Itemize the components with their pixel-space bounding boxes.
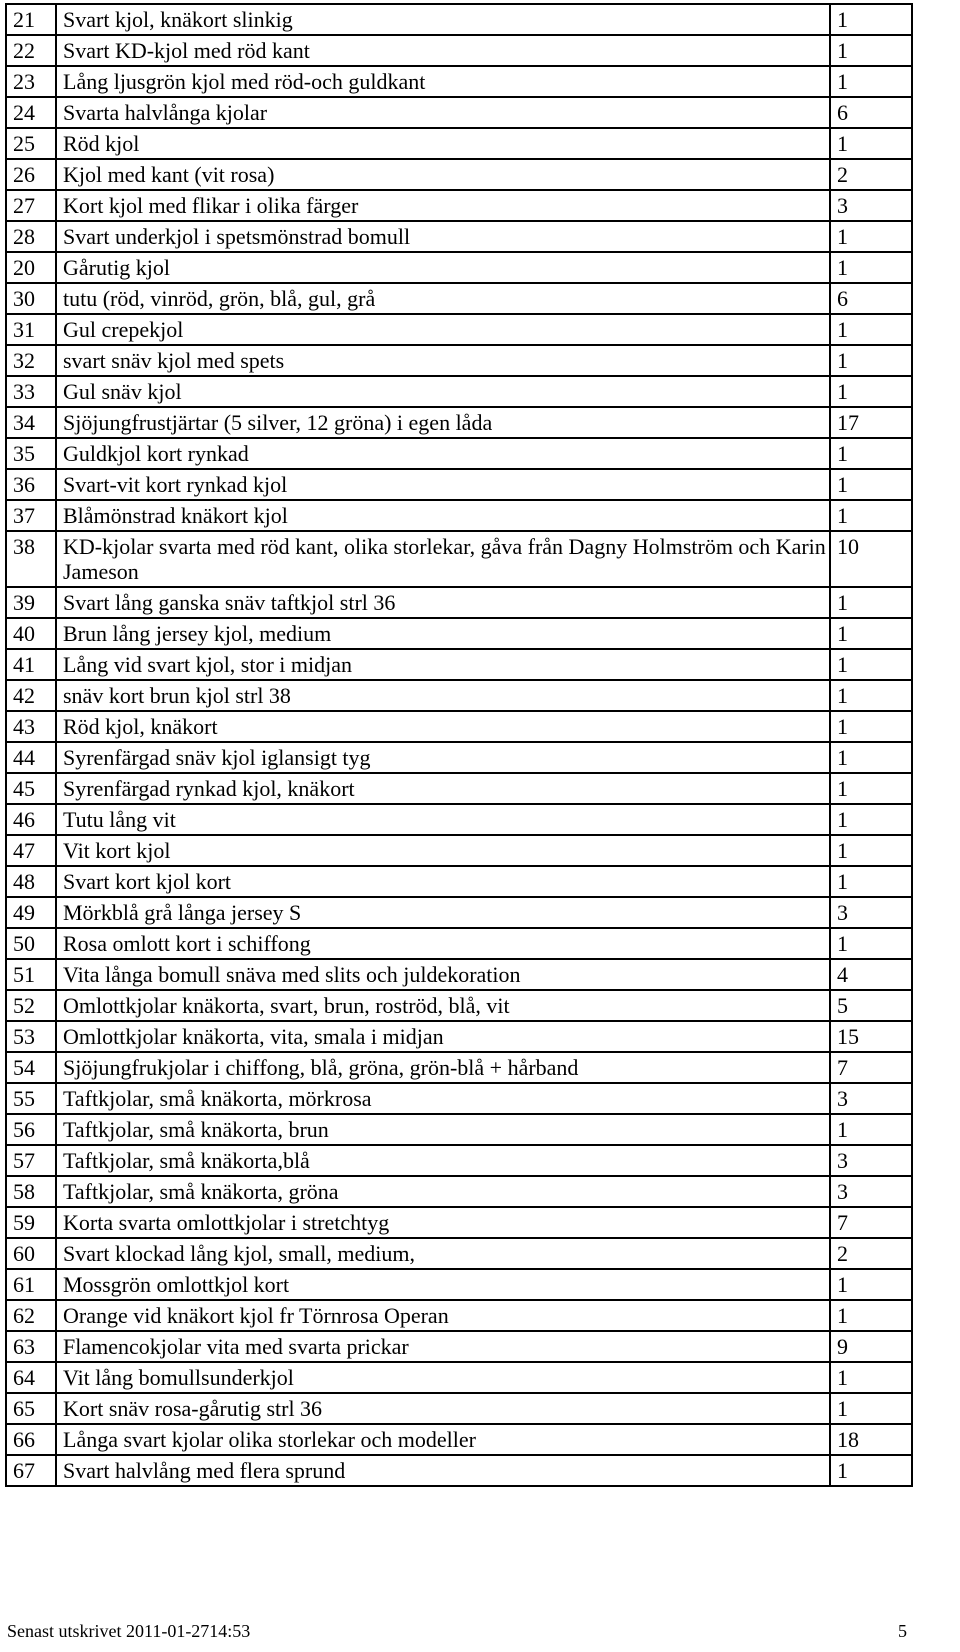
item-description-cell: Rosa omlott kort i schiffong — [56, 928, 830, 959]
item-number-cell: 39 — [6, 587, 56, 618]
item-number-cell: 41 — [6, 649, 56, 680]
item-quantity-cell: 1 — [830, 804, 912, 835]
item-description-cell: Taftkjolar, små knäkorta, gröna — [56, 1176, 830, 1207]
inventory-table-body — [6, 4, 912, 1486]
item-quantity-cell: 1 — [830, 252, 912, 283]
item-quantity-cell: 1 — [830, 1455, 912, 1486]
item-description-cell: Långa svart kjolar olika storlekar och modeller — [56, 1424, 830, 1455]
table-row — [6, 1300, 912, 1331]
item-description-cell: Brun lång jersey kjol, medium — [56, 618, 830, 649]
table-row — [6, 500, 912, 531]
item-description-cell: Gårutig kjol — [56, 252, 830, 283]
item-description-cell: Lång vid svart kjol, stor i midjan — [56, 649, 830, 680]
table-row — [6, 66, 912, 97]
table-row — [6, 190, 912, 221]
item-quantity-cell: 1 — [830, 314, 912, 345]
item-quantity-cell: 1 — [830, 1362, 912, 1393]
item-quantity-cell: 1 — [830, 587, 912, 618]
item-number-cell: 34 — [6, 407, 56, 438]
item-number-cell: 51 — [6, 959, 56, 990]
item-number-cell: 53 — [6, 1021, 56, 1052]
item-number-cell: 30 — [6, 283, 56, 314]
item-description-cell: Blåmönstrad knäkort kjol — [56, 500, 830, 531]
item-quantity-cell: 15 — [830, 1021, 912, 1052]
table-row — [6, 531, 912, 587]
table-row — [6, 835, 912, 866]
table-row — [6, 314, 912, 345]
item-description-cell: Svart klockad lång kjol, small, medium, — [56, 1238, 830, 1269]
item-quantity-cell: 10 — [830, 531, 912, 587]
item-description-cell: Kort kjol med flikar i olika färger — [56, 190, 830, 221]
item-quantity-cell: 3 — [830, 1176, 912, 1207]
table-row — [6, 1362, 912, 1393]
item-description-cell: Syrenfärgad rynkad kjol, knäkort — [56, 773, 830, 804]
item-description-cell: Svart halvlång med flera sprund — [56, 1455, 830, 1486]
item-description-cell: Svart-vit kort rynkad kjol — [56, 469, 830, 500]
item-quantity-cell: 3 — [830, 1145, 912, 1176]
item-number-cell: 49 — [6, 897, 56, 928]
item-quantity-cell: 4 — [830, 959, 912, 990]
table-row — [6, 4, 912, 35]
table-row — [6, 587, 912, 618]
item-number-cell: 57 — [6, 1145, 56, 1176]
item-description-cell: svart snäv kjol med spets — [56, 345, 830, 376]
item-quantity-cell: 1 — [830, 66, 912, 97]
inventory-table — [5, 3, 913, 1487]
item-quantity-cell: 7 — [830, 1052, 912, 1083]
item-description-cell: Omlottkjolar knäkorta, svart, brun, roströd, blå, vit — [56, 990, 830, 1021]
item-description-cell: Vit lång bomullsunderkjol — [56, 1362, 830, 1393]
item-number-cell: 66 — [6, 1424, 56, 1455]
item-number-cell: 26 — [6, 159, 56, 190]
item-description-cell: Gul snäv kjol — [56, 376, 830, 407]
item-quantity-cell: 1 — [830, 711, 912, 742]
table-row — [6, 469, 912, 500]
item-quantity-cell: 3 — [830, 190, 912, 221]
item-number-cell: 40 — [6, 618, 56, 649]
item-description-cell: Röd kjol, knäkort — [56, 711, 830, 742]
item-number-cell: 27 — [6, 190, 56, 221]
item-description-cell: Taftkjolar, små knäkorta,blå — [56, 1145, 830, 1176]
item-quantity-cell: 1 — [830, 500, 912, 531]
item-quantity-cell: 6 — [830, 97, 912, 128]
item-quantity-cell: 1 — [830, 742, 912, 773]
item-description-cell: Lång ljusgrön kjol med röd-och guldkant — [56, 66, 830, 97]
item-number-cell: 67 — [6, 1455, 56, 1486]
item-description-cell: Mossgrön omlottkjol kort — [56, 1269, 830, 1300]
item-number-cell: 43 — [6, 711, 56, 742]
item-number-cell: 62 — [6, 1300, 56, 1331]
item-description-cell: Sjöjungfrustjärtar (5 silver, 12 gröna) i egen låda — [56, 407, 830, 438]
item-quantity-cell: 9 — [830, 1331, 912, 1362]
table-row — [6, 221, 912, 252]
item-number-cell: 55 — [6, 1083, 56, 1114]
table-row — [6, 866, 912, 897]
item-description-cell: Svarta halvlånga kjolar — [56, 97, 830, 128]
item-number-cell: 59 — [6, 1207, 56, 1238]
table-row — [6, 407, 912, 438]
table-row — [6, 649, 912, 680]
item-quantity-cell: 1 — [830, 928, 912, 959]
item-number-cell: 36 — [6, 469, 56, 500]
item-quantity-cell: 1 — [830, 4, 912, 35]
item-number-cell: 46 — [6, 804, 56, 835]
table-row — [6, 1424, 912, 1455]
table-row — [6, 1176, 912, 1207]
table-row — [6, 438, 912, 469]
item-quantity-cell: 2 — [830, 159, 912, 190]
table-row — [6, 804, 912, 835]
item-number-cell: 64 — [6, 1362, 56, 1393]
table-row — [6, 283, 912, 314]
item-quantity-cell: 1 — [830, 618, 912, 649]
item-description-cell: Svart kort kjol kort — [56, 866, 830, 897]
table-row — [6, 1331, 912, 1362]
item-description-cell: Flamencokjolar vita med svarta prickar — [56, 1331, 830, 1362]
item-number-cell: 20 — [6, 252, 56, 283]
item-description-cell: Orange vid knäkort kjol fr Törnrosa Operan — [56, 1300, 830, 1331]
table-row — [6, 1114, 912, 1145]
item-description-cell: Tutu lång vit — [56, 804, 830, 835]
item-quantity-cell: 1 — [830, 345, 912, 376]
table-row — [6, 1145, 912, 1176]
item-number-cell: 52 — [6, 990, 56, 1021]
item-quantity-cell: 1 — [830, 773, 912, 804]
item-number-cell: 37 — [6, 500, 56, 531]
item-number-cell: 24 — [6, 97, 56, 128]
item-number-cell: 25 — [6, 128, 56, 159]
item-quantity-cell: 1 — [830, 1300, 912, 1331]
item-description-cell: Kort snäv rosa-gårutig strl 36 — [56, 1393, 830, 1424]
item-quantity-cell: 1 — [830, 1114, 912, 1145]
item-quantity-cell: 7 — [830, 1207, 912, 1238]
table-row — [6, 1238, 912, 1269]
item-quantity-cell: 3 — [830, 897, 912, 928]
item-quantity-cell: 1 — [830, 438, 912, 469]
item-description-cell: Svart lång ganska snäv taftkjol strl 36 — [56, 587, 830, 618]
item-number-cell: 21 — [6, 4, 56, 35]
table-row — [6, 159, 912, 190]
table-row — [6, 376, 912, 407]
item-quantity-cell: 1 — [830, 221, 912, 252]
item-quantity-cell: 1 — [830, 680, 912, 711]
table-row — [6, 128, 912, 159]
table-row — [6, 1455, 912, 1486]
item-description-cell: KD-kjolar svarta med röd kant, olika storlekar, gåva från Dagny Holmström och Karin Jameson — [56, 531, 830, 587]
item-description-cell: Syrenfärgad snäv kjol iglansigt tyg — [56, 742, 830, 773]
item-number-cell: 56 — [6, 1114, 56, 1145]
item-description-cell: Omlottkjolar knäkorta, vita, smala i midjan — [56, 1021, 830, 1052]
table-row — [6, 618, 912, 649]
printed-timestamp: Senast utskrivet 2011-01-2714:53 — [7, 1621, 251, 1641]
item-quantity-cell: 2 — [830, 1238, 912, 1269]
table-row — [6, 35, 912, 66]
table-row — [6, 1393, 912, 1424]
table-row — [6, 1269, 912, 1300]
table-row — [6, 345, 912, 376]
item-description-cell: Vita långa bomull snäva med slits och juldekoration — [56, 959, 830, 990]
item-number-cell: 47 — [6, 835, 56, 866]
table-row — [6, 928, 912, 959]
item-number-cell: 58 — [6, 1176, 56, 1207]
item-description-cell: Vit kort kjol — [56, 835, 830, 866]
item-quantity-cell: 1 — [830, 866, 912, 897]
item-number-cell: 33 — [6, 376, 56, 407]
item-description-cell: Korta svarta omlottkjolar i stretchtyg — [56, 1207, 830, 1238]
item-description-cell: Taftkjolar, små knäkorta, brun — [56, 1114, 830, 1145]
item-number-cell: 65 — [6, 1393, 56, 1424]
item-number-cell: 31 — [6, 314, 56, 345]
table-row — [6, 742, 912, 773]
item-description-cell: Gul crepekjol — [56, 314, 830, 345]
item-description-cell: Taftkjolar, små knäkorta, mörkrosa — [56, 1083, 830, 1114]
item-quantity-cell: 18 — [830, 1424, 912, 1455]
item-quantity-cell: 1 — [830, 35, 912, 66]
table-row — [6, 1207, 912, 1238]
item-number-cell: 60 — [6, 1238, 56, 1269]
item-description-cell: Svart underkjol i spetsmönstrad bomull — [56, 221, 830, 252]
item-quantity-cell: 1 — [830, 835, 912, 866]
item-description-cell: tutu (röd, vinröd, grön, blå, gul, grå — [56, 283, 830, 314]
table-row — [6, 1052, 912, 1083]
item-quantity-cell: 1 — [830, 469, 912, 500]
item-number-cell: 63 — [6, 1331, 56, 1362]
table-row — [6, 897, 912, 928]
item-number-cell: 45 — [6, 773, 56, 804]
item-quantity-cell: 1 — [830, 376, 912, 407]
item-quantity-cell: 1 — [830, 649, 912, 680]
item-quantity-cell: 17 — [830, 407, 912, 438]
item-description-cell: Mörkblå grå långa jersey S — [56, 897, 830, 928]
item-number-cell: 50 — [6, 928, 56, 959]
item-quantity-cell: 6 — [830, 283, 912, 314]
table-row — [6, 1083, 912, 1114]
item-number-cell: 22 — [6, 35, 56, 66]
item-description-cell: Svart KD-kjol med röd kant — [56, 35, 830, 66]
item-description-cell: Kjol med kant (vit rosa) — [56, 159, 830, 190]
table-row — [6, 252, 912, 283]
item-quantity-cell: 1 — [830, 1393, 912, 1424]
item-description-cell: Sjöjungfrukjolar i chiffong, blå, gröna, grön-blå + hårband — [56, 1052, 830, 1083]
item-quantity-cell: 3 — [830, 1083, 912, 1114]
item-number-cell: 32 — [6, 345, 56, 376]
table-row — [6, 680, 912, 711]
item-number-cell: 54 — [6, 1052, 56, 1083]
item-description-cell: Röd kjol — [56, 128, 830, 159]
item-quantity-cell: 5 — [830, 990, 912, 1021]
item-number-cell: 28 — [6, 221, 56, 252]
item-number-cell: 38 — [6, 531, 56, 587]
item-number-cell: 61 — [6, 1269, 56, 1300]
item-description-cell: Svart kjol, knäkort slinkig — [56, 4, 830, 35]
table-row — [6, 959, 912, 990]
table-row — [6, 711, 912, 742]
page-number: 5 — [898, 1621, 907, 1641]
table-row — [6, 97, 912, 128]
item-number-cell: 44 — [6, 742, 56, 773]
item-number-cell: 42 — [6, 680, 56, 711]
item-description-cell: snäv kort brun kjol strl 38 — [56, 680, 830, 711]
table-row — [6, 990, 912, 1021]
item-quantity-cell: 1 — [830, 1269, 912, 1300]
item-number-cell: 48 — [6, 866, 56, 897]
item-number-cell: 35 — [6, 438, 56, 469]
table-row — [6, 773, 912, 804]
table-row — [6, 1021, 912, 1052]
item-quantity-cell: 1 — [830, 128, 912, 159]
item-number-cell: 23 — [6, 66, 56, 97]
item-description-cell: Guldkjol kort rynkad — [56, 438, 830, 469]
